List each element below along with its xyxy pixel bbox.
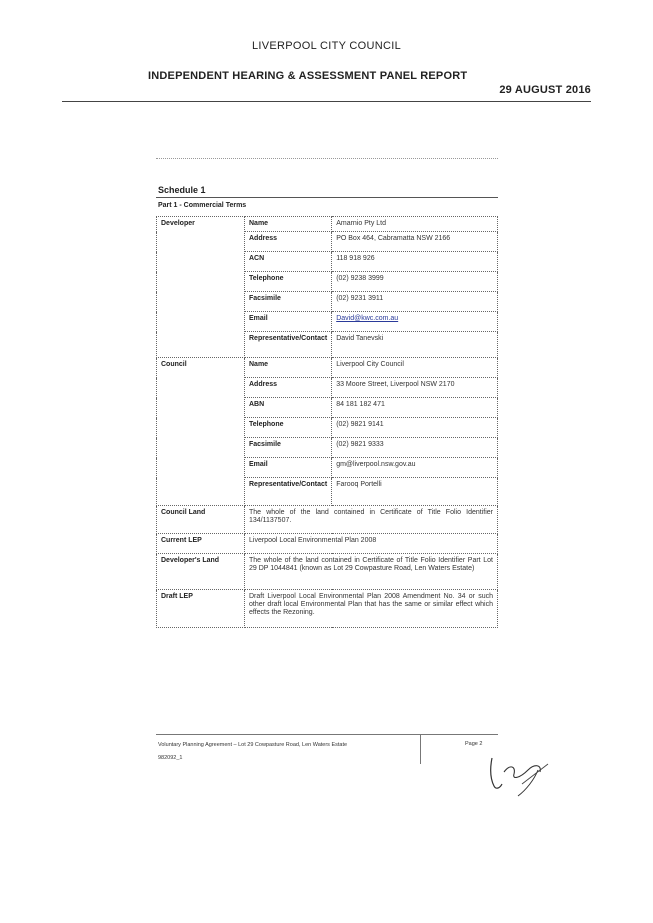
field-label: Telephone xyxy=(245,272,332,292)
scan-divider xyxy=(156,158,498,159)
term-value: Liverpool Local Environmental Plan 2008 xyxy=(245,534,498,554)
field-value: (02) 9231 3911 xyxy=(332,292,498,312)
developer-email-link[interactable]: David@kwc.com.au xyxy=(336,315,399,322)
field-label: Telephone xyxy=(245,418,332,438)
footer-divider xyxy=(156,734,498,735)
commercial-terms-table xyxy=(156,216,498,628)
term-value: The whole of the land contained in Certificate of Title Folio Identifier 134/1137507. xyxy=(245,506,498,534)
header-divider xyxy=(62,101,591,102)
field-value: (02) 9821 9141 xyxy=(332,418,498,438)
term-label: Council Land xyxy=(157,506,245,534)
field-value: (02) 9821 9333 xyxy=(332,438,498,458)
footer-text: Voluntary Planning Agreement – Lot 29 Cowpasture Road, Len Waters Estate xyxy=(158,742,348,748)
field-value: gm@liverpool.nsw.gov.au xyxy=(332,458,498,478)
table-row xyxy=(157,358,498,378)
report-header-subtitle: INDEPENDENT HEARING & ASSESSMENT PANEL REPORT xyxy=(148,70,468,82)
handwritten-initials-signature xyxy=(482,750,562,800)
field-label: Address xyxy=(245,378,332,398)
field-value: Liverpool City Council xyxy=(332,358,498,378)
field-label: ABN xyxy=(245,398,332,418)
table-row xyxy=(157,506,498,534)
field-value: 33 Moore Street, Liverpool NSW 2170 xyxy=(332,378,498,398)
field-label: Facsimile xyxy=(245,438,332,458)
term-value: Draft Liverpool Local Environmental Plan 2008 Amendment No. 34 or such other draft local Environmental Plan that has the same or similar effect which effects the Rezoning. xyxy=(245,590,498,628)
section-label-developer: Developer xyxy=(157,217,245,358)
field-value: 84 181 182 471 xyxy=(332,398,498,418)
term-label: Developer's Land xyxy=(157,554,245,590)
term-value: The whole of the land contained in Certificate of Title Folio Identifier Part Lot 29 DP 1044841 (known as Lot 29 Cowpasture Road, Len Waters Estate) xyxy=(245,554,498,590)
footer-page-number: Page 2 xyxy=(465,741,483,747)
report-header-title: LIVERPOOL CITY COUNCIL xyxy=(251,40,402,52)
footer-separator xyxy=(420,734,421,764)
schedule-divider xyxy=(156,197,498,198)
field-value: David Tanevski xyxy=(332,332,498,358)
field-value: 118 918 926 xyxy=(332,252,498,272)
table-row xyxy=(157,554,498,590)
field-value: PO Box 464, Cabramatta NSW 2166 xyxy=(332,232,498,252)
field-label: Representative/Contact xyxy=(245,332,332,358)
term-label: Current LEP xyxy=(157,534,245,554)
report-header-date: 29 AUGUST 2016 xyxy=(499,84,591,96)
field-label: Address xyxy=(245,232,332,252)
footer-doc-id: 982092_1 xyxy=(158,755,183,761)
table-row xyxy=(157,590,498,628)
field-label: Name xyxy=(245,358,332,378)
field-value: Farooq Portelli xyxy=(332,478,498,506)
section-label-council: Council xyxy=(157,358,245,506)
field-value: Amarnio Pty Ltd xyxy=(332,217,498,232)
part-title: Part 1 - Commercial Terms xyxy=(158,202,247,209)
table-row xyxy=(157,534,498,554)
term-label: Draft LEP xyxy=(157,590,245,628)
field-value: (02) 9238 3999 xyxy=(332,272,498,292)
field-label: Facsimile xyxy=(245,292,332,312)
field-label: Email xyxy=(245,458,332,478)
field-label: Email xyxy=(245,312,332,332)
field-label: ACN xyxy=(245,252,332,272)
table-row xyxy=(157,217,498,232)
field-label: Name xyxy=(245,217,332,232)
field-label: Representative/Contact xyxy=(245,478,332,506)
schedule-title: Schedule 1 xyxy=(158,185,206,195)
